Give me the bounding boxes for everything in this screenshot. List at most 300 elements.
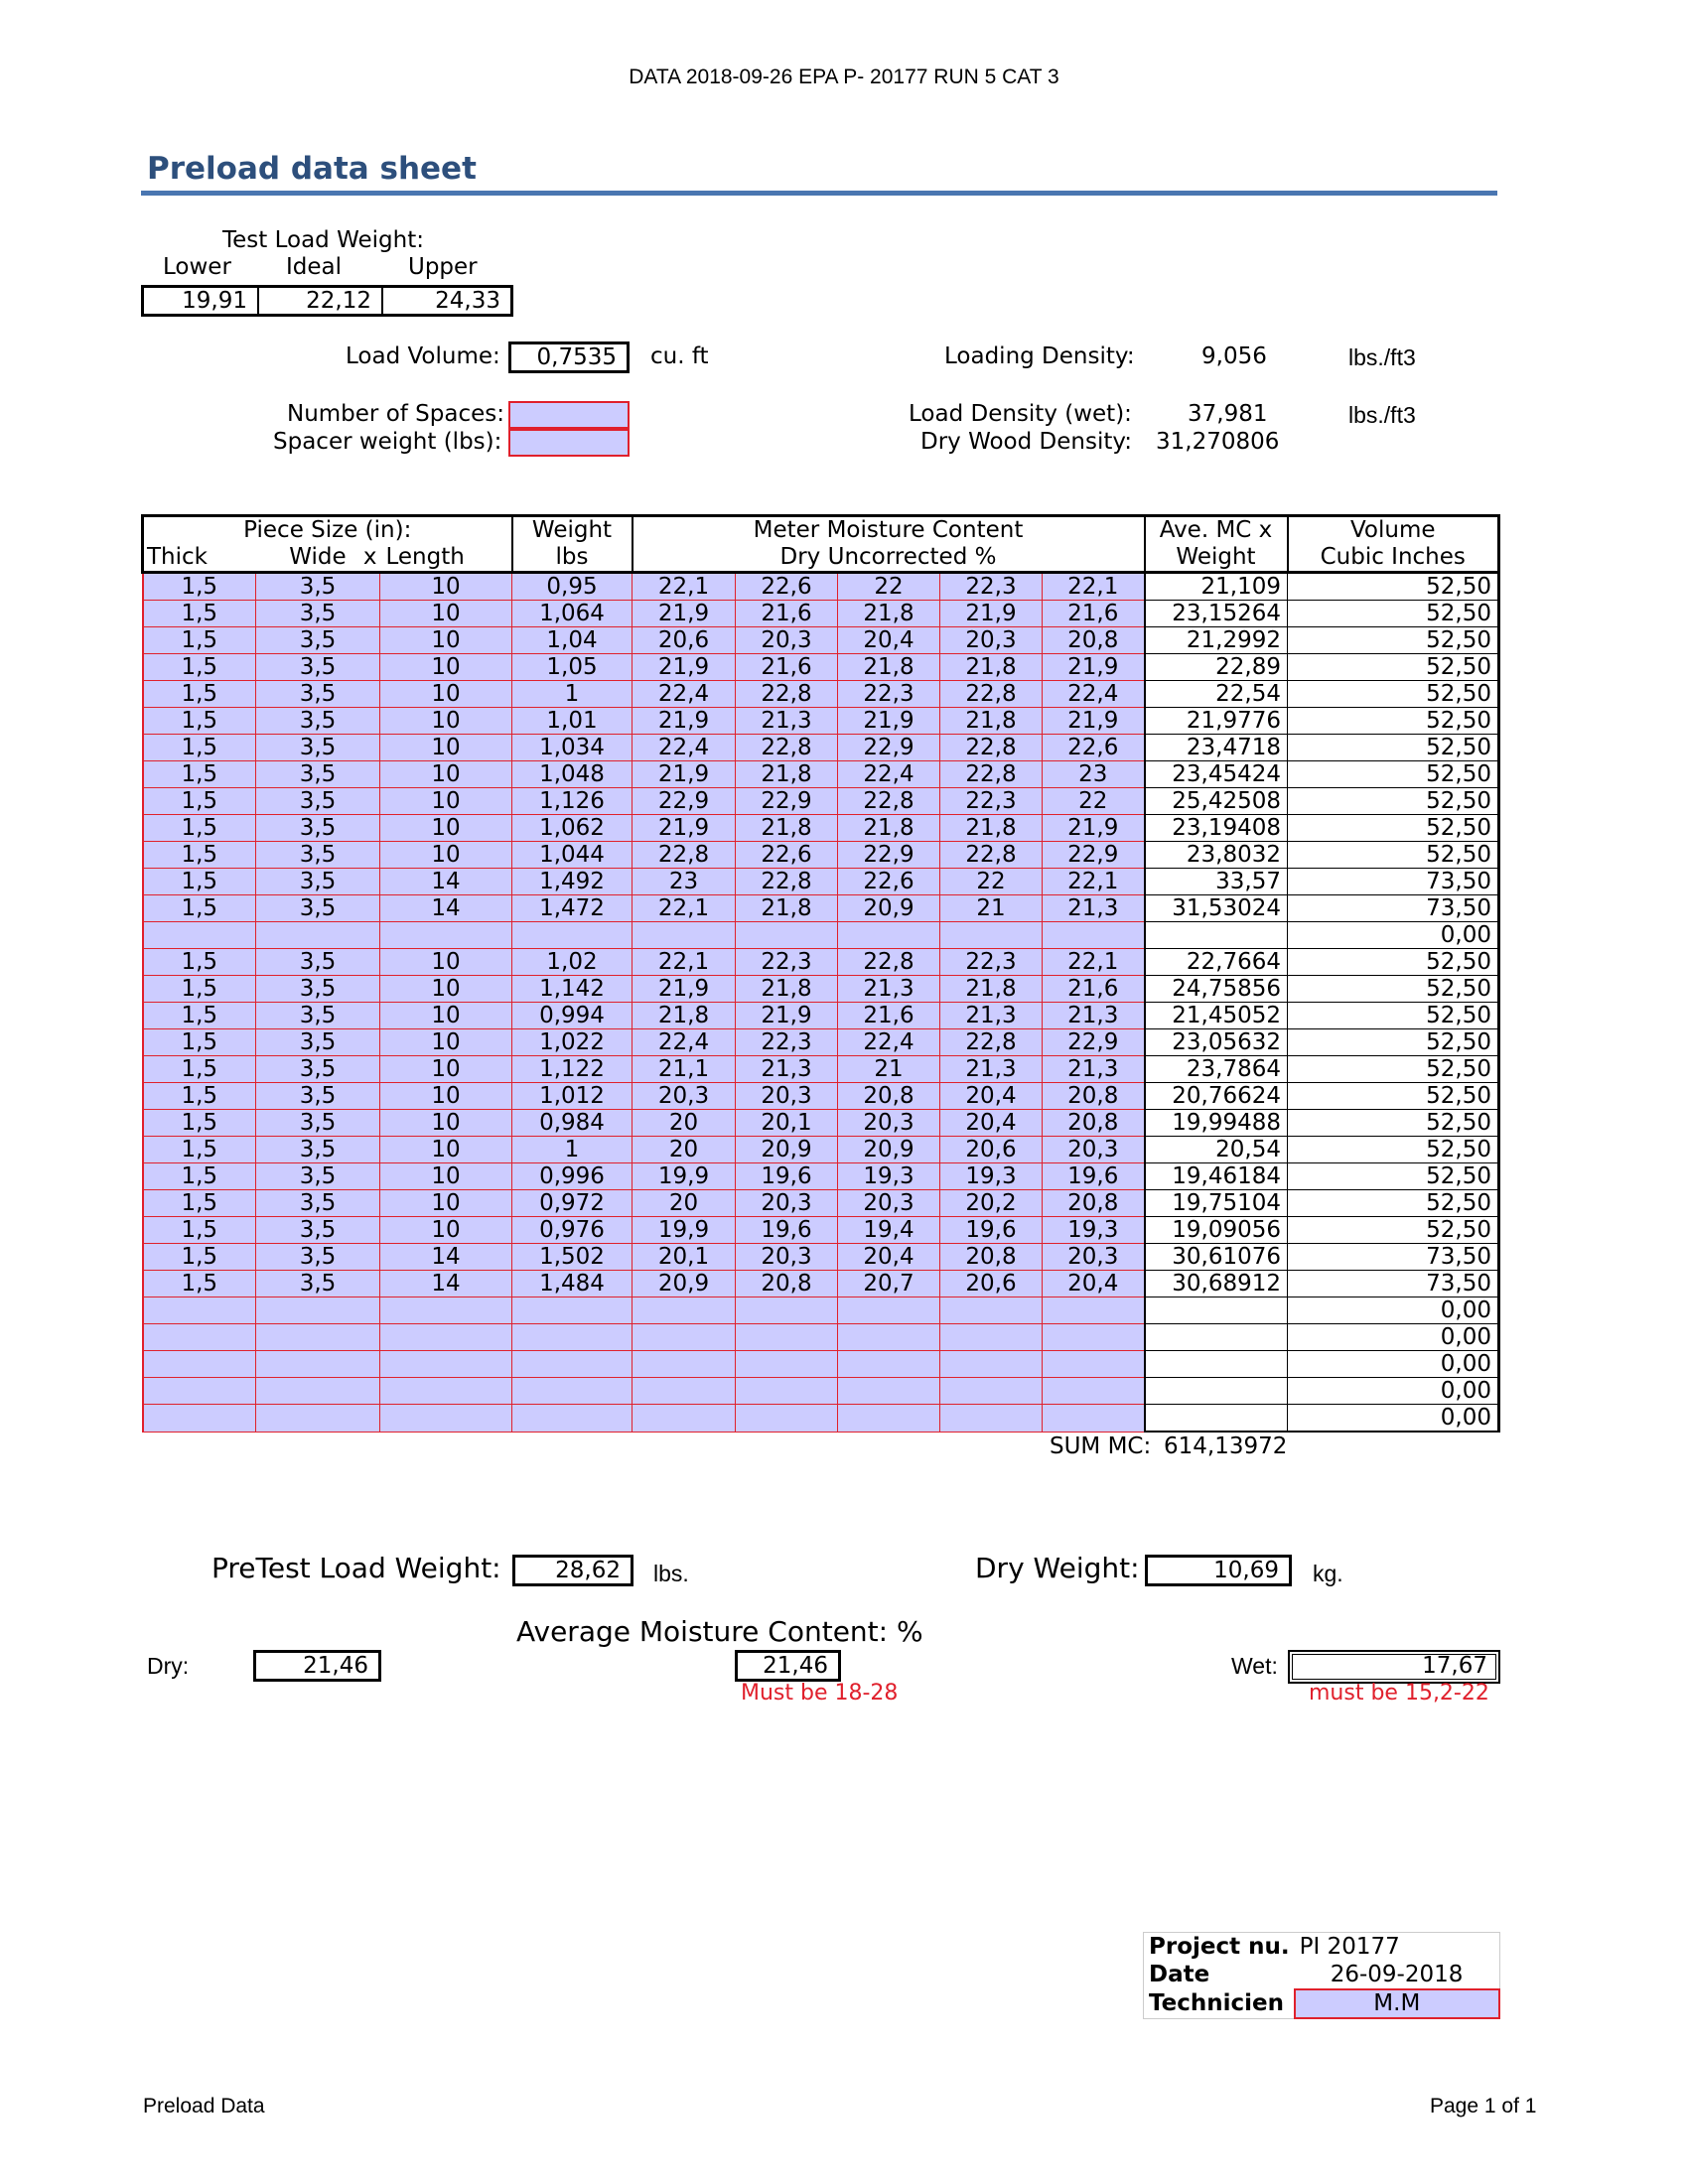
cell-mc-4[interactable]: 20,2 — [940, 1190, 1043, 1217]
cell-length[interactable]: 10 — [380, 601, 512, 627]
cell-thick[interactable]: 1,5 — [143, 1029, 256, 1056]
cell-mc-3[interactable]: 22 — [838, 573, 940, 601]
cell-mc-5[interactable]: 21,9 — [1043, 815, 1145, 842]
cell-wide[interactable]: 3,5 — [256, 869, 380, 895]
cell-weight[interactable]: 1,01 — [512, 708, 633, 735]
cell-mc-5[interactable]: 22,1 — [1043, 949, 1145, 976]
cell-mc-2[interactable]: 22,8 — [736, 869, 838, 895]
cell-wide[interactable]: 3,5 — [256, 1110, 380, 1137]
cell-mc-5[interactable]: 19,3 — [1043, 1217, 1145, 1244]
cell-mc-3[interactable]: 22,4 — [838, 761, 940, 788]
cell-weight[interactable]: 1,484 — [512, 1271, 633, 1297]
cell-weight[interactable]: 0,994 — [512, 1003, 633, 1029]
cell-weight[interactable]: 1,472 — [512, 895, 633, 922]
cell-wide[interactable]: 3,5 — [256, 735, 380, 761]
cell-mc-5[interactable]: 21,9 — [1043, 654, 1145, 681]
cell-wide[interactable]: 3,5 — [256, 654, 380, 681]
cell-mc-2[interactable]: 22,9 — [736, 788, 838, 815]
cell-mc-1[interactable] — [633, 1324, 736, 1351]
cell-mc-1[interactable]: 21,9 — [633, 654, 736, 681]
cell-wide[interactable]: 3,5 — [256, 1083, 380, 1110]
cell-length[interactable]: 10 — [380, 1190, 512, 1217]
cell-mc-5[interactable]: 22,1 — [1043, 869, 1145, 895]
cell-weight[interactable]: 1,502 — [512, 1244, 633, 1271]
cell-mc-4[interactable] — [940, 1405, 1043, 1433]
cell-length[interactable]: 10 — [380, 1029, 512, 1056]
cell-mc-2[interactable]: 20,3 — [736, 627, 838, 654]
technician-value[interactable]: M.M — [1295, 1989, 1499, 2018]
cell-mc-3[interactable] — [838, 922, 940, 949]
cell-mc-2[interactable] — [736, 1297, 838, 1324]
cell-wide[interactable] — [256, 1351, 380, 1378]
cell-mc-3[interactable]: 20,8 — [838, 1083, 940, 1110]
cell-mc-5[interactable]: 21,6 — [1043, 976, 1145, 1003]
cell-mc-2[interactable]: 21,8 — [736, 895, 838, 922]
cell-thick[interactable]: 1,5 — [143, 949, 256, 976]
cell-mc-3[interactable]: 20,9 — [838, 1137, 940, 1163]
cell-mc-3[interactable] — [838, 1297, 940, 1324]
cell-mc-5[interactable]: 21,3 — [1043, 1056, 1145, 1083]
cell-mc-1[interactable]: 20 — [633, 1110, 736, 1137]
cell-mc-5[interactable]: 19,6 — [1043, 1163, 1145, 1190]
cell-wide[interactable]: 3,5 — [256, 842, 380, 869]
cell-thick[interactable]: 1,5 — [143, 1244, 256, 1271]
cell-mc-1[interactable]: 21,9 — [633, 976, 736, 1003]
cell-mc-4[interactable]: 21,8 — [940, 708, 1043, 735]
cell-mc-5[interactable]: 20,3 — [1043, 1244, 1145, 1271]
cell-mc-2[interactable]: 21,3 — [736, 708, 838, 735]
cell-mc-1[interactable]: 22,1 — [633, 573, 736, 601]
cell-length[interactable]: 14 — [380, 869, 512, 895]
cell-thick[interactable]: 1,5 — [143, 1271, 256, 1297]
cell-mc-1[interactable]: 21,8 — [633, 1003, 736, 1029]
cell-weight[interactable]: 0,972 — [512, 1190, 633, 1217]
cell-mc-4[interactable]: 21,8 — [940, 976, 1043, 1003]
cell-wide[interactable] — [256, 1405, 380, 1433]
cell-mc-4[interactable]: 22,3 — [940, 949, 1043, 976]
cell-mc-3[interactable]: 21,8 — [838, 815, 940, 842]
cell-mc-2[interactable]: 20,1 — [736, 1110, 838, 1137]
cell-mc-3[interactable]: 21,6 — [838, 1003, 940, 1029]
cell-length[interactable]: 10 — [380, 1110, 512, 1137]
cell-wide[interactable]: 3,5 — [256, 681, 380, 708]
cell-mc-1[interactable]: 22,9 — [633, 788, 736, 815]
cell-mc-4[interactable]: 19,3 — [940, 1163, 1043, 1190]
cell-volume: 52,50 — [1288, 601, 1499, 627]
cell-weight[interactable] — [512, 922, 633, 949]
cell-mc-3[interactable]: 22,8 — [838, 788, 940, 815]
cell-mc-2[interactable]: 22,3 — [736, 949, 838, 976]
cell-length[interactable]: 10 — [380, 1137, 512, 1163]
cell-mc-1[interactable]: 20 — [633, 1137, 736, 1163]
cell-mc-3[interactable]: 22,9 — [838, 842, 940, 869]
cell-mc-1[interactable]: 22,4 — [633, 735, 736, 761]
cell-mc-1[interactable]: 19,9 — [633, 1217, 736, 1244]
cell-mc-4[interactable]: 22,8 — [940, 735, 1043, 761]
cell-mc-2[interactable]: 19,6 — [736, 1217, 838, 1244]
cell-wide[interactable]: 3,5 — [256, 1217, 380, 1244]
cell-length[interactable] — [380, 1351, 512, 1378]
table-row — [143, 681, 1499, 708]
load-density-wet-value: 37,981 — [1188, 401, 1268, 427]
cell-wide[interactable]: 3,5 — [256, 761, 380, 788]
cell-thick[interactable]: 1,5 — [143, 869, 256, 895]
cell-mc-1[interactable] — [633, 1351, 736, 1378]
cell-mc-2[interactable]: 21,8 — [736, 761, 838, 788]
cell-mc-3[interactable]: 22,6 — [838, 869, 940, 895]
cell-mc-5[interactable] — [1043, 1297, 1145, 1324]
cell-wide[interactable]: 3,5 — [256, 708, 380, 735]
cell-length[interactable]: 10 — [380, 708, 512, 735]
cell-wide[interactable]: 3,5 — [256, 1163, 380, 1190]
cell-weight[interactable]: 0,95 — [512, 573, 633, 601]
cell-mc-2[interactable]: 22,6 — [736, 842, 838, 869]
cell-mc-1[interactable]: 20,3 — [633, 1083, 736, 1110]
cell-weight[interactable]: 0,976 — [512, 1217, 633, 1244]
cell-weight[interactable] — [512, 1405, 633, 1433]
cell-weight[interactable]: 0,984 — [512, 1110, 633, 1137]
cell-wide[interactable]: 3,5 — [256, 949, 380, 976]
cell-mc-5[interactable] — [1043, 1378, 1145, 1405]
cell-wide[interactable]: 3,5 — [256, 1003, 380, 1029]
cell-mc-5[interactable]: 20,4 — [1043, 1271, 1145, 1297]
cell-wide[interactable]: 3,5 — [256, 1190, 380, 1217]
cell-mc-2[interactable]: 20,9 — [736, 1137, 838, 1163]
cell-length[interactable]: 10 — [380, 761, 512, 788]
cell-weight[interactable] — [512, 1378, 633, 1405]
cell-mc-3[interactable] — [838, 1324, 940, 1351]
cell-wide[interactable]: 3,5 — [256, 815, 380, 842]
cell-length[interactable]: 10 — [380, 1003, 512, 1029]
cell-mc-5[interactable]: 21,9 — [1043, 708, 1145, 735]
cell-mc-3[interactable]: 20,9 — [838, 895, 940, 922]
cell-wide[interactable] — [256, 1378, 380, 1405]
cell-mc-5[interactable]: 22,9 — [1043, 842, 1145, 869]
cell-wide[interactable]: 3,5 — [256, 976, 380, 1003]
cell-thick[interactable]: 1,5 — [143, 654, 256, 681]
cell-mc-5[interactable]: 20,3 — [1043, 1137, 1145, 1163]
cell-weight[interactable]: 1,05 — [512, 654, 633, 681]
cell-weight[interactable]: 1,04 — [512, 627, 633, 654]
cell-mc-2[interactable]: 22,8 — [736, 681, 838, 708]
cell-mc-3[interactable]: 20,4 — [838, 627, 940, 654]
cell-mc-2[interactable] — [736, 1351, 838, 1378]
cell-mc-4[interactable]: 21,3 — [940, 1003, 1043, 1029]
cell-weight[interactable]: 1,142 — [512, 976, 633, 1003]
cell-length[interactable] — [380, 1324, 512, 1351]
cell-thick[interactable]: 1,5 — [143, 1163, 256, 1190]
cell-weight[interactable] — [512, 1324, 633, 1351]
cell-thick[interactable]: 1,5 — [143, 1190, 256, 1217]
cell-mc-2[interactable]: 22,3 — [736, 1029, 838, 1056]
cell-length[interactable]: 10 — [380, 654, 512, 681]
cell-weight[interactable]: 1,02 — [512, 949, 633, 976]
cell-length[interactable]: 10 — [380, 815, 512, 842]
cell-mc-4[interactable] — [940, 1324, 1043, 1351]
cell-mc-1[interactable] — [633, 1297, 736, 1324]
cell-mc-5[interactable]: 21,6 — [1043, 601, 1145, 627]
cell-mc-5[interactable] — [1043, 1405, 1145, 1433]
cell-wide[interactable]: 3,5 — [256, 895, 380, 922]
cell-length[interactable]: 10 — [380, 976, 512, 1003]
cell-mc-4[interactable] — [940, 922, 1043, 949]
cell-mc-2[interactable]: 21,3 — [736, 1056, 838, 1083]
cell-mc-3[interactable]: 20,3 — [838, 1190, 940, 1217]
cell-weight[interactable]: 1 — [512, 1137, 633, 1163]
cell-mc-2[interactable]: 19,6 — [736, 1163, 838, 1190]
cell-mc-1[interactable] — [633, 922, 736, 949]
cell-thick[interactable] — [143, 1378, 256, 1405]
cell-mc-1[interactable] — [633, 1378, 736, 1405]
cell-mc-3[interactable]: 20,4 — [838, 1244, 940, 1271]
cell-mc-4[interactable]: 22,8 — [940, 1029, 1043, 1056]
cell-length[interactable]: 10 — [380, 1217, 512, 1244]
cell-mc-5[interactable] — [1043, 922, 1145, 949]
cell-mc-1[interactable]: 22,4 — [633, 681, 736, 708]
cell-length[interactable]: 10 — [380, 573, 512, 601]
cell-mc-3[interactable]: 21,8 — [838, 601, 940, 627]
cell-weight[interactable]: 1,492 — [512, 869, 633, 895]
cell-mc-1[interactable]: 22,1 — [633, 949, 736, 976]
cell-weight[interactable]: 0,996 — [512, 1163, 633, 1190]
table-row — [143, 842, 1499, 869]
ave-mc-header: Ave. MC x — [1145, 516, 1288, 545]
cell-mc-3[interactable]: 21,9 — [838, 708, 940, 735]
cell-length[interactable]: 14 — [380, 1271, 512, 1297]
cell-mc-2[interactable]: 21,6 — [736, 654, 838, 681]
cell-mc-4[interactable]: 22 — [940, 869, 1043, 895]
cell-thick[interactable]: 1,5 — [143, 761, 256, 788]
cell-thick[interactable]: 1,5 — [143, 1083, 256, 1110]
cell-thick[interactable]: 1,5 — [143, 976, 256, 1003]
cell-mc-2[interactable]: 20,3 — [736, 1190, 838, 1217]
cell-wide[interactable]: 3,5 — [256, 1029, 380, 1056]
cell-mc-5[interactable]: 21,3 — [1043, 1003, 1145, 1029]
cell-length[interactable]: 10 — [380, 681, 512, 708]
cell-length[interactable]: 14 — [380, 895, 512, 922]
cell-mc-3[interactable]: 21 — [838, 1056, 940, 1083]
cell-thick[interactable]: 1,5 — [143, 601, 256, 627]
cell-mc-4[interactable]: 20,4 — [940, 1083, 1043, 1110]
cell-mc-5[interactable]: 22,1 — [1043, 573, 1145, 601]
cell-weight[interactable] — [512, 1297, 633, 1324]
cell-weight[interactable]: 1,022 — [512, 1029, 633, 1056]
cell-mc-3[interactable]: 19,3 — [838, 1163, 940, 1190]
cell-mc-1[interactable]: 22,4 — [633, 1029, 736, 1056]
cell-mc-1[interactable]: 20,6 — [633, 627, 736, 654]
cell-ave-mc-weight — [1145, 1378, 1288, 1405]
cell-mc-5[interactable]: 22,9 — [1043, 1029, 1145, 1056]
cell-mc-1[interactable]: 21,1 — [633, 1056, 736, 1083]
cell-mc-4[interactable]: 22,3 — [940, 788, 1043, 815]
cell-mc-3[interactable] — [838, 1405, 940, 1433]
cell-mc-1[interactable]: 21,9 — [633, 601, 736, 627]
cell-weight[interactable]: 1,012 — [512, 1083, 633, 1110]
cell-mc-4[interactable]: 22,3 — [940, 573, 1043, 601]
cell-wide[interactable]: 3,5 — [256, 1271, 380, 1297]
cell-mc-2[interactable]: 22,8 — [736, 735, 838, 761]
cell-length[interactable] — [380, 1378, 512, 1405]
cell-thick[interactable]: 1,5 — [143, 735, 256, 761]
cell-mc-5[interactable]: 20,8 — [1043, 627, 1145, 654]
cell-thick[interactable]: 1,5 — [143, 1110, 256, 1137]
cell-length[interactable]: 10 — [380, 735, 512, 761]
cell-wide[interactable]: 3,5 — [256, 601, 380, 627]
cell-wide[interactable]: 3,5 — [256, 1244, 380, 1271]
cell-mc-5[interactable]: 21,3 — [1043, 895, 1145, 922]
cell-length[interactable]: 10 — [380, 788, 512, 815]
cell-mc-4[interactable]: 20,8 — [940, 1244, 1043, 1271]
cell-mc-2[interactable]: 21,8 — [736, 976, 838, 1003]
cell-wide[interactable] — [256, 1297, 380, 1324]
cell-mc-1[interactable]: 22,1 — [633, 895, 736, 922]
cell-wide[interactable]: 3,5 — [256, 1137, 380, 1163]
cell-mc-3[interactable]: 20,3 — [838, 1110, 940, 1137]
cell-mc-1[interactable]: 20,9 — [633, 1271, 736, 1297]
cell-mc-4[interactable]: 22,8 — [940, 681, 1043, 708]
cell-mc-4[interactable]: 21 — [940, 895, 1043, 922]
cell-thick[interactable]: 1,5 — [143, 1056, 256, 1083]
cell-length[interactable] — [380, 1405, 512, 1433]
cell-thick[interactable]: 1,5 — [143, 842, 256, 869]
cell-thick[interactable]: 1,5 — [143, 708, 256, 735]
cell-mc-4[interactable]: 20,4 — [940, 1110, 1043, 1137]
cell-wide[interactable]: 3,5 — [256, 788, 380, 815]
cell-mc-3[interactable]: 21,3 — [838, 976, 940, 1003]
cell-thick[interactable]: 1,5 — [143, 1003, 256, 1029]
cell-thick[interactable]: 1,5 — [143, 895, 256, 922]
cell-length[interactable]: 14 — [380, 1244, 512, 1271]
cell-mc-5[interactable]: 22,4 — [1043, 681, 1145, 708]
cell-mc-2[interactable]: 20,8 — [736, 1271, 838, 1297]
cell-wide[interactable]: 3,5 — [256, 627, 380, 654]
cell-mc-5[interactable]: 20,8 — [1043, 1190, 1145, 1217]
cell-mc-2[interactable]: 22,6 — [736, 573, 838, 601]
cell-thick[interactable] — [143, 922, 256, 949]
cell-mc-4[interactable]: 22,8 — [940, 761, 1043, 788]
cell-mc-4[interactable]: 21,8 — [940, 654, 1043, 681]
cell-thick[interactable]: 1,5 — [143, 1137, 256, 1163]
cell-length[interactable]: 10 — [380, 1056, 512, 1083]
cell-thick[interactable] — [143, 1405, 256, 1433]
cell-weight[interactable]: 1,048 — [512, 761, 633, 788]
cell-mc-4[interactable]: 20,3 — [940, 627, 1043, 654]
cell-mc-4[interactable]: 21,9 — [940, 601, 1043, 627]
cell-mc-4[interactable]: 22,8 — [940, 842, 1043, 869]
cell-mc-3[interactable]: 22,8 — [838, 949, 940, 976]
cell-length[interactable]: 10 — [380, 842, 512, 869]
cell-mc-1[interactable]: 23 — [633, 869, 736, 895]
cell-mc-5[interactable]: 23 — [1043, 761, 1145, 788]
cell-length[interactable] — [380, 922, 512, 949]
cell-length[interactable]: 10 — [380, 1163, 512, 1190]
cell-mc-4[interactable] — [940, 1351, 1043, 1378]
cell-mc-3[interactable]: 19,4 — [838, 1217, 940, 1244]
cell-ave-mc-weight: 22,7664 — [1145, 949, 1288, 976]
cell-length[interactable]: 10 — [380, 949, 512, 976]
cell-mc-3[interactable]: 22,9 — [838, 735, 940, 761]
cell-mc-2[interactable] — [736, 1324, 838, 1351]
cell-mc-4[interactable] — [940, 1378, 1043, 1405]
cell-mc-1[interactable]: 20 — [633, 1190, 736, 1217]
cell-thick[interactable]: 1,5 — [143, 627, 256, 654]
cell-mc-4[interactable]: 20,6 — [940, 1271, 1043, 1297]
cell-weight[interactable]: 1,126 — [512, 788, 633, 815]
cell-mc-2[interactable] — [736, 1378, 838, 1405]
cell-mc-2[interactable]: 21,6 — [736, 601, 838, 627]
cell-mc-4[interactable]: 19,6 — [940, 1217, 1043, 1244]
cell-mc-1[interactable] — [633, 1405, 736, 1433]
cell-wide[interactable]: 3,5 — [256, 573, 380, 601]
cell-mc-1[interactable]: 21,9 — [633, 815, 736, 842]
cell-mc-5[interactable]: 22 — [1043, 788, 1145, 815]
table-row — [143, 788, 1499, 815]
cell-mc-4[interactable]: 20,6 — [940, 1137, 1043, 1163]
cell-mc-3[interactable] — [838, 1351, 940, 1378]
cell-mc-5[interactable] — [1043, 1351, 1145, 1378]
cell-wide[interactable] — [256, 922, 380, 949]
cell-weight[interactable]: 1,034 — [512, 735, 633, 761]
cell-mc-4[interactable]: 21,3 — [940, 1056, 1043, 1083]
cell-mc-5[interactable]: 22,6 — [1043, 735, 1145, 761]
cell-mc-2[interactable]: 20,3 — [736, 1244, 838, 1271]
cell-mc-5[interactable]: 20,8 — [1043, 1083, 1145, 1110]
cell-thick[interactable] — [143, 1351, 256, 1378]
cell-thick[interactable]: 1,5 — [143, 788, 256, 815]
cell-weight[interactable]: 1,064 — [512, 601, 633, 627]
cell-weight[interactable]: 1,044 — [512, 842, 633, 869]
cell-wide[interactable] — [256, 1324, 380, 1351]
cell-mc-3[interactable]: 22,3 — [838, 681, 940, 708]
cell-mc-1[interactable]: 21,9 — [633, 708, 736, 735]
cell-thick[interactable]: 1,5 — [143, 573, 256, 601]
cell-wide[interactable]: 3,5 — [256, 1056, 380, 1083]
cell-mc-3[interactable]: 22,4 — [838, 1029, 940, 1056]
cell-weight[interactable]: 1,062 — [512, 815, 633, 842]
cell-mc-4[interactable]: 21,8 — [940, 815, 1043, 842]
cell-thick[interactable] — [143, 1297, 256, 1324]
cell-length[interactable]: 10 — [380, 1083, 512, 1110]
cell-mc-2[interactable] — [736, 1405, 838, 1433]
cell-thick[interactable]: 1,5 — [143, 1217, 256, 1244]
cell-weight[interactable] — [512, 1351, 633, 1378]
cell-mc-2[interactable]: 21,9 — [736, 1003, 838, 1029]
cell-mc-1[interactable]: 20,1 — [633, 1244, 736, 1271]
cell-mc-3[interactable] — [838, 1378, 940, 1405]
cell-mc-4[interactable] — [940, 1297, 1043, 1324]
spacer-weight-input[interactable] — [508, 429, 630, 457]
cell-mc-3[interactable]: 21,8 — [838, 654, 940, 681]
cell-thick[interactable] — [143, 1324, 256, 1351]
cell-length[interactable]: 10 — [380, 627, 512, 654]
cell-mc-1[interactable]: 21,9 — [633, 761, 736, 788]
cell-mc-2[interactable]: 21,8 — [736, 815, 838, 842]
cell-weight[interactable]: 1,122 — [512, 1056, 633, 1083]
cell-weight[interactable]: 1 — [512, 681, 633, 708]
cell-mc-2[interactable] — [736, 922, 838, 949]
cell-thick[interactable]: 1,5 — [143, 815, 256, 842]
cell-mc-1[interactable]: 22,8 — [633, 842, 736, 869]
cell-length[interactable] — [380, 1297, 512, 1324]
load-density-wet-unit: lbs./ft3 — [1348, 402, 1416, 428]
cell-thick[interactable]: 1,5 — [143, 681, 256, 708]
number-of-spaces-input[interactable] — [508, 401, 630, 429]
cell-mc-5[interactable] — [1043, 1324, 1145, 1351]
cell-mc-5[interactable]: 20,8 — [1043, 1110, 1145, 1137]
cell-mc-3[interactable]: 20,7 — [838, 1271, 940, 1297]
cell-mc-2[interactable]: 20,3 — [736, 1083, 838, 1110]
cell-mc-1[interactable]: 19,9 — [633, 1163, 736, 1190]
